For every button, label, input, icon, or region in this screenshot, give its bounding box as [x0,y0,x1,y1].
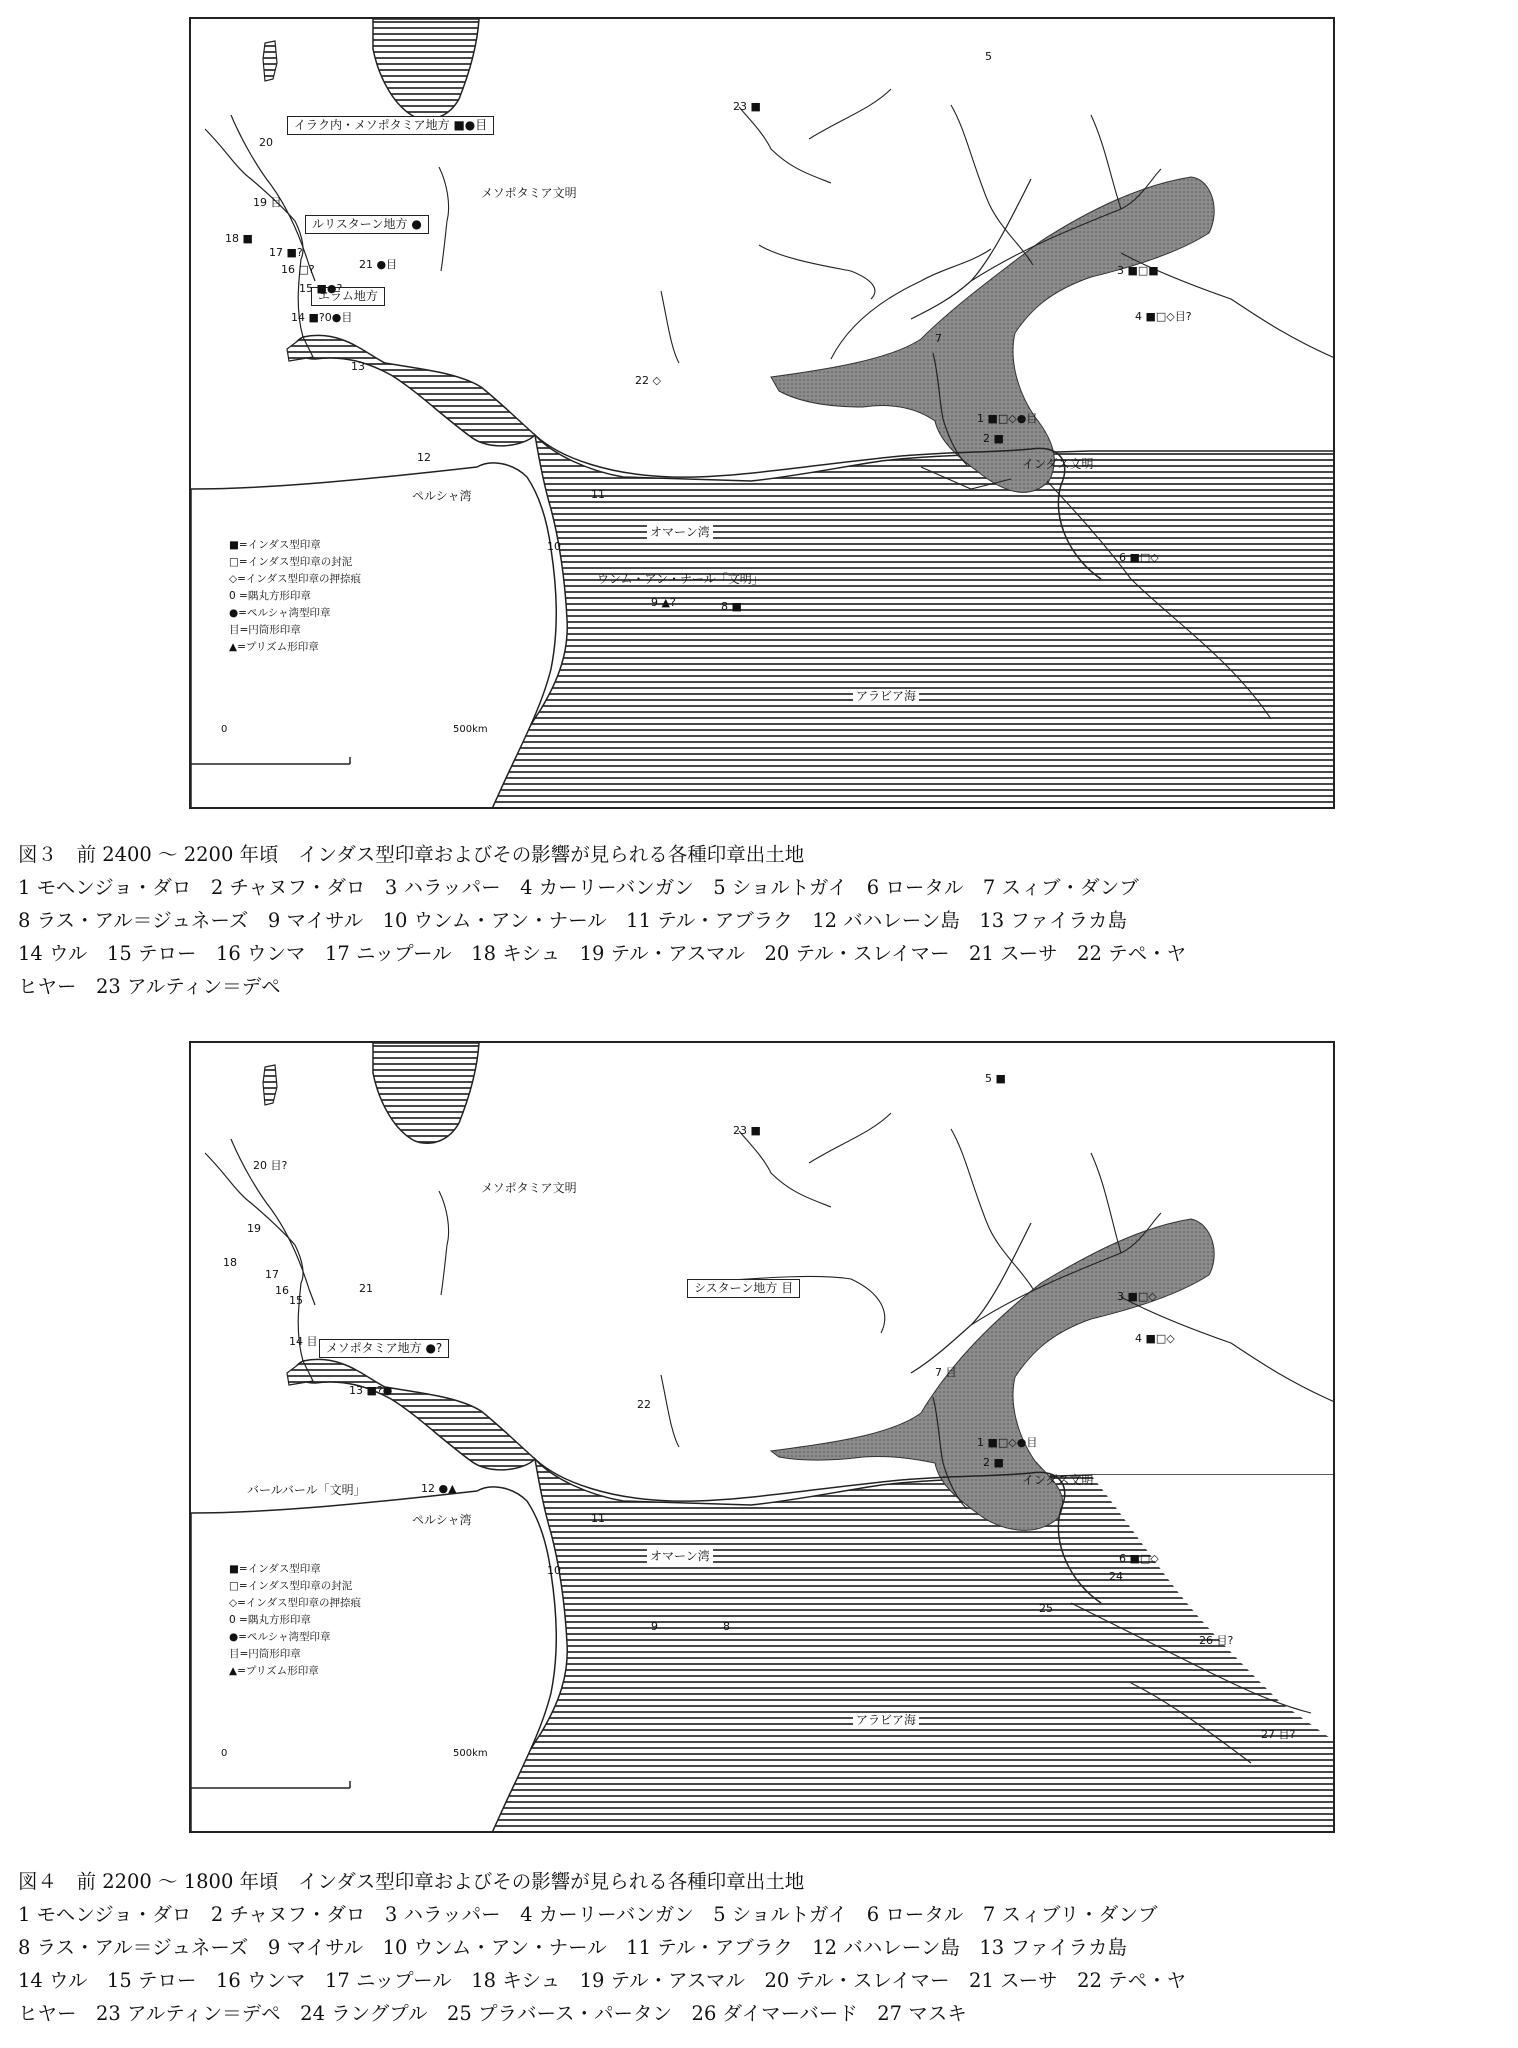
site-5: 5 [985,50,992,63]
site-8: 8 [723,1620,730,1633]
site-12: 12 [417,451,431,464]
site-24: 24 [1109,1570,1123,1583]
caption-line: ヒヤー 23 アルティン＝デペ 24 ラングプル 25 プラバース・パータン 26 ダイマーバード 27 マスキ [18,2002,967,2025]
label-persian-gulf: ペルシャ湾 [409,1513,474,1527]
label-mesopotamian-civ: メソポタミア文明 [481,1181,577,1195]
site-10: 10 [547,1564,561,1577]
label-barbar-civ: バールバール「文明」 [247,1483,366,1497]
legend-indus-seal: ■=インダス型印章 [229,1563,321,1575]
figure-4-caption [18,1865,1508,2030]
site-15: 15 ■●? [299,282,343,295]
map-figure-3 [189,17,1335,809]
site-27: 27 目? [1261,1728,1296,1741]
map-legend [229,537,361,656]
site-4: 4 ■□◇目? [1135,310,1192,323]
site-7: 7 [935,332,942,345]
caption-line: ヒヤー 23 アルティン＝デペ [18,975,281,998]
legend-indus-impression: ◇=インダス型印章の押捺痕 [229,573,361,585]
caption-line: 14 ウル 15 テロー 16 ウンマ 17 ニップール 18 キシュ 19 テル・アスマル 20 テル・スレイマー 21 スーサ 22 テペ・ヤ [18,942,1187,965]
site-2: 2 ■ [983,432,1004,445]
scale-zero: 0 [221,724,228,735]
site-14: 14 目 [289,1335,318,1348]
scale-zero: 0 [221,1748,228,1759]
legend-prism-seal: ▲=プリズム形印章 [229,641,319,653]
scale-500km: 500km [453,724,488,735]
site-19: 19 目 [253,196,282,209]
site-18: 18 [223,1256,237,1269]
site-10: 10 [547,540,561,553]
site-18: 18 ■ [225,232,253,245]
figure-3-caption [18,838,1508,1003]
site-16: 16 □? [281,263,315,276]
site-8: 8 ■ [721,600,742,613]
caption-line: 14 ウル 15 テロー 16 ウンマ 17 ニップール 18 キシュ 19 テル・アスマル 20 テル・スレイマー 21 スーサ 22 テペ・ヤ [18,1969,1187,1992]
site-22: 22 ◇ [635,374,661,387]
region-box-iraq-mesopotamia: イラク内・メソポタミア地方 ■●目 [287,116,494,135]
site-17: 17 ■? [269,246,303,259]
site-6: 6 ■□◇ [1119,1552,1159,1565]
legend-gulf-seal: ●=ペルシャ湾型印章 [229,1631,331,1643]
site-16: 16 [275,1284,289,1297]
site-1: 1 ■□◇●目 [977,412,1038,425]
site-14: 14 ■?0●目 [291,311,353,324]
site-22: 22 [637,1398,651,1411]
label-indus-civ: インダス文明 [1022,457,1094,471]
site-19: 19 [247,1222,261,1235]
legend-cylinder-seal: 目=円筒形印章 [229,624,301,636]
legend-gulf-seal: ●=ペルシャ湾型印章 [229,607,331,619]
site-26: 26 目? [1199,1634,1234,1647]
site-13: 13 [351,360,365,373]
site-9: 9 [651,1620,658,1633]
region-box-elam: エラム地方 [311,287,385,306]
label-gulf-of-oman: オマーン湾 [647,1549,713,1563]
site-17: 17 [265,1268,279,1281]
scale-500km: 500km [453,1748,488,1759]
site-4: 4 ■□◇ [1135,1332,1175,1345]
label-arabian-sea: アラビア海 [853,689,919,703]
site-25: 25 [1039,1602,1053,1615]
map-base [191,19,1335,809]
caption-line: 8 ラス・アル＝ジュネーズ 9 マイサル 10 ウンム・アン・ナール 11 テル・アブラク 12 バハレーン島 13 ファイラカ島 [18,1936,1127,1959]
map-base [191,1043,1335,1833]
site-15: 15 [289,1294,303,1307]
site-13: 13 ■?● [349,1384,393,1397]
map-legend [229,1561,361,1680]
label-persian-gulf: ペルシャ湾 [409,489,474,503]
region-box-luristan: ルリスターン地方 ● [305,215,429,234]
legend-prism-seal: ▲=プリズム形印章 [229,1665,319,1677]
site-11: 11 [591,488,605,501]
legend-cylinder-seal: 目=円筒形印章 [229,1648,301,1660]
map-figure-4 [189,1041,1335,1833]
site-3: 3 ■□◇ [1117,1290,1157,1303]
legend-indus-sealing: □=インダス型印章の封泥 [229,556,353,568]
caption-title: 図３ 前 2400 〜 2200 年頃 インダス型印章およびその影響が見られる各種印章出土地 [18,843,805,866]
site-6: 6 ■□◇ [1119,551,1159,564]
legend-indus-sealing: □=インダス型印章の封泥 [229,1580,353,1592]
site-7: 7 目 [935,1366,957,1379]
label-arabian-sea: アラビア海 [853,1713,919,1727]
legend-rounded-square-seal: 0 =隅丸方形印章 [229,1614,311,1626]
site-23: 23 ■ [733,1124,761,1137]
site-20: 20 [259,136,273,149]
region-box-mesopotamia: メソポタミア地方 ●? [319,1339,449,1358]
region-box-sistan: シスターン地方 目 [687,1279,800,1298]
label-mesopotamian-civ: メソポタミア文明 [481,186,577,200]
label-gulf-of-oman: オマーン湾 [647,525,713,539]
site-1: 1 ■□◇●目 [977,1436,1038,1449]
label-umm-an-nar-civ: ウンム・アン・ナール「文明」 [597,572,764,586]
site-3: 3 ■□■ [1117,264,1159,277]
site-21: 21 [359,1282,373,1295]
site-11: 11 [591,1512,605,1525]
legend-indus-seal: ■=インダス型印章 [229,539,321,551]
legend-rounded-square-seal: 0 =隅丸方形印章 [229,590,311,602]
site-21: 21 ●目 [359,258,398,271]
site-2: 2 ■ [983,1456,1004,1469]
caption-line: 1 モヘンジョ・ダロ 2 チャヌフ・ダロ 3 ハラッパー 4 カーリーバンガン 5 ショルトガイ 6 ロータル 7 スィブ・ダンブ [18,876,1139,899]
site-20: 20 目? [253,1159,288,1172]
site-5: 5 ■ [985,1072,1006,1085]
caption-title: 図４ 前 2200 〜 1800 年頃 インダス型印章およびその影響が見られる各種印章出土地 [18,1870,805,1893]
caption-line: 1 モヘンジョ・ダロ 2 チャヌフ・ダロ 3 ハラッパー 4 カーリーバンガン 5 ショルトガイ 6 ロータル 7 スィブリ・ダンブ [18,1903,1158,1926]
site-23: 23 ■ [733,100,761,113]
legend-indus-impression: ◇=インダス型印章の押捺痕 [229,1597,361,1609]
caption-line: 8 ラス・アル＝ジュネーズ 9 マイサル 10 ウンム・アン・ナール 11 テル・アブラク 12 バハレーン島 13 ファイラカ島 [18,909,1127,932]
label-indus-civ: インダス文明 [1022,1473,1094,1487]
site-12: 12 ●▲ [421,1482,457,1495]
site-9: 9 ▲? [651,596,676,609]
